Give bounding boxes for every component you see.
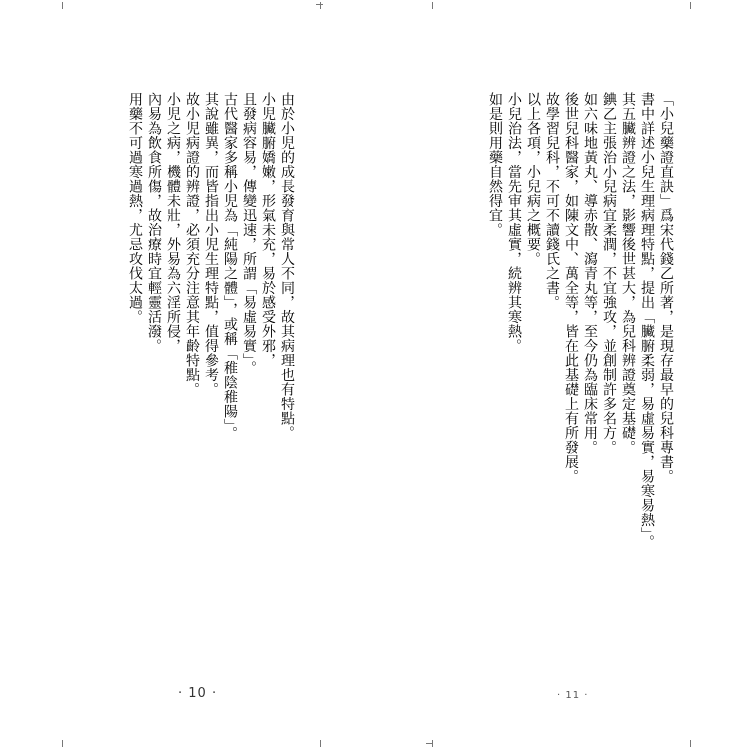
text-column: 小児臟腑嬌嫩，形氣未充，易於感受外邪，: [260, 92, 276, 368]
crop-mark: [62, 2, 63, 9]
text-column: 故小児病證的辨證，必須充分注意其年齡特點。: [184, 92, 200, 397]
right-page-text-block: [469, 92, 675, 672]
text-column: 如是則用藥自然得宜。: [487, 92, 503, 237]
right-page: [375, 0, 750, 750]
crop-mark: [320, 740, 321, 747]
crop-mark: [426, 743, 433, 744]
text-column: 以上各項，小兒病之概要。: [525, 92, 541, 266]
text-column: 且發病容易，傳變迅速，所謂「易虛易實」。: [241, 92, 257, 375]
text-column: 內易為飲食所傷，故治療時宜輕靈活潑。: [146, 92, 162, 353]
crop-mark: [316, 4, 323, 5]
right-page-number: · 11 ·: [557, 690, 589, 701]
text-column: 後世兒科醫家，如陳文中、萬全等，皆在此基礎上有所發展。: [563, 92, 579, 484]
text-column: 小児之病，機體未壯，外易為六淫所侵，: [165, 92, 181, 353]
crop-mark: [690, 2, 691, 9]
text-column: 用藥不可過寒過熱，尤忌攻伐太過。: [127, 92, 143, 324]
left-page-text-block: [96, 92, 296, 672]
crop-mark: [432, 2, 433, 9]
text-column: 錪乙主張治小兒病宜柔潤，不宜強攻，並創制許多名方。: [601, 92, 617, 455]
crop-mark: [690, 740, 691, 747]
text-column: 書中詳述小兒生理病理特點，提出「臟腑柔弱，易虛易實，易寒易熱」。: [639, 92, 655, 549]
text-column: 如六味地黃丸、導赤散、瀉青丸等，至今仍為臨床常用。: [582, 92, 598, 455]
crop-mark: [62, 740, 63, 747]
text-column: 古代醫家多稱小児為「純陽之體」，或稱「稚陰稚陽」。: [222, 92, 238, 441]
text-column: 「小兒藥證直訣」爲宋代錢乙所著，是現存最早的兒科專書。: [658, 92, 674, 484]
text-column: 其說雖異，而皆指出小児生理特點，值得參考。: [203, 92, 219, 397]
text-column: 由於小児的成長發育與常人不同，故其病理也有特點。: [279, 92, 295, 440]
text-column: 小兒治法，當先审其虛實，続辨其寒熱。: [506, 92, 522, 353]
left-page-number: · 10 ·: [178, 686, 218, 701]
text-column: 其五臟辨證之法，影響後世甚大，為兒科辨證奠定基礎。: [620, 92, 636, 455]
text-column: 故學習兒科，不可不讀錢氏之書。: [544, 92, 560, 310]
